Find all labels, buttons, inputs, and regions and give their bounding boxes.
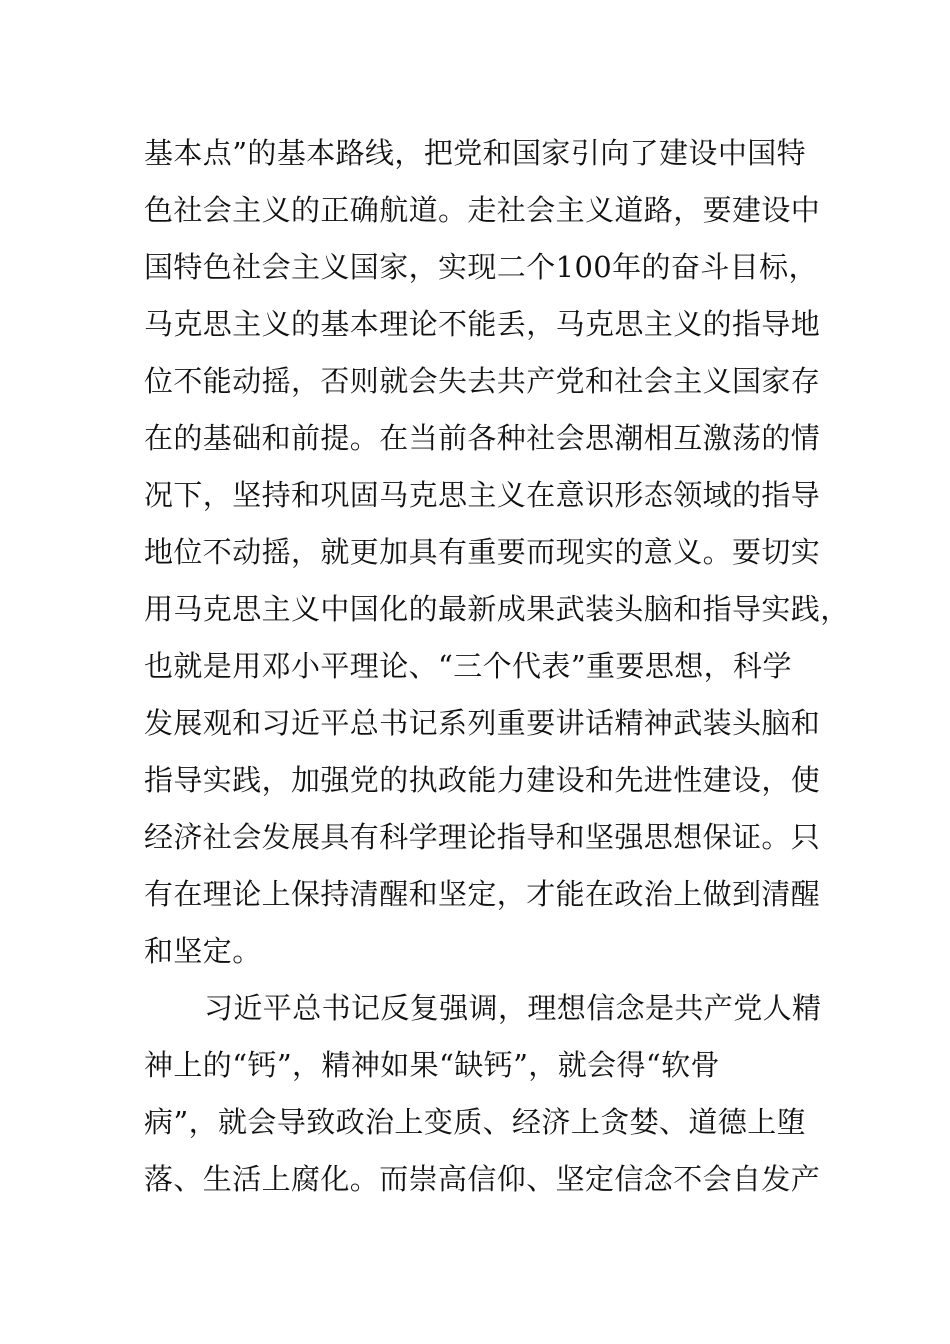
text-line: 神上的“钙”，精神如果“缺钙”，就会得“软骨 (144, 1048, 720, 1082)
text-line: 指导实践，加强党的执政能力建设和先进性建设，使 (144, 763, 821, 797)
text-line: 经济社会发展具有科学理论指导和坚强思想保证。只 (144, 820, 821, 854)
text-line: 病”，就会导致政治上变质、经济上贪婪、道德上堕 (144, 1105, 807, 1139)
text-line: 基本点”的基本路线，把党和国家引向了建设中国特 (144, 136, 807, 170)
text-line: 位不能动摇，否则就会失去共产党和社会主义国家存 (144, 364, 821, 398)
text-line: 也就是用邓小平理论、“三个代表”重要思想，科学 (144, 649, 792, 683)
text-line: 况下，坚持和巩固马克思主义在意识形态领域的指导 (144, 478, 821, 512)
text-line: 在的基础和前提。在当前各种社会思潮相互激荡的情 (144, 421, 821, 455)
text-line: 地位不动摇，就更加具有重要而现实的意义。要切实 (144, 535, 821, 569)
text-line: 色社会主义的正确航道。走社会主义道路，要建设中 (144, 193, 821, 227)
text-line: 有在理论上保持清醒和坚定，才能在政治上做到清醒 (144, 877, 821, 911)
text-line: 习近平总书记反复强调，理想信念是共产党人精 (204, 991, 822, 1025)
text-line: 国特色社会主义国家，实现二个100年的奋斗目标， (144, 250, 818, 284)
text-line: 马克思主义的基本理论不能丢，马克思主义的指导地 (144, 307, 821, 341)
text-line: 发展观和习近平总书记系列重要讲话精神武装头脑和 (144, 706, 821, 740)
text-line: 落、生活上腐化。而崇高信仰、坚定信念不会自发产 (144, 1162, 821, 1196)
text-line: 和坚定。 (144, 934, 262, 968)
text-line: 用马克思主义中国化的最新成果武装头脑和指导实践， (144, 592, 850, 626)
